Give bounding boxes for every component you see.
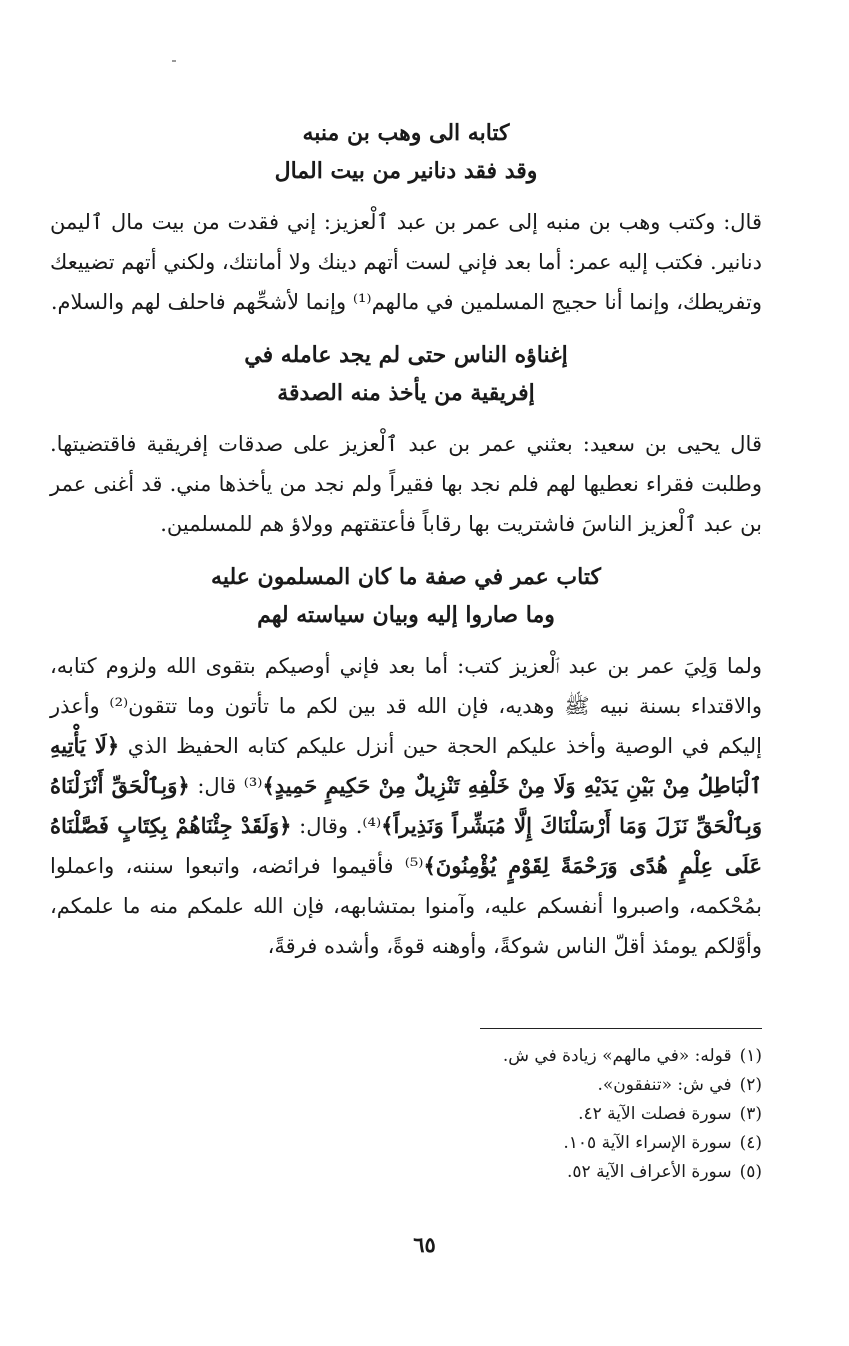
text-part: ⁽³⁾ قال: [189, 774, 263, 798]
scan-speck [172, 60, 176, 62]
section-title-umar-letter [50, 558, 762, 634]
title-line: كتابه الى وهب بن منبه [302, 120, 510, 146]
footnote-item [50, 1100, 762, 1129]
title-line: وقد فقد دنانير من بيت المال [274, 158, 538, 184]
quran-verse: ﴿وَبِٱلْحَقِّ أَنْزَلْنَاهُ وَبِٱلْحَقِّ نَزَلَ وَمَا أَرْسَلْنَاكَ إِلَّا مُبَشِّراً وَنَذِيراً﴾ [50, 773, 762, 838]
footnote-text: سورة الأعراف الآية ٥٢. [567, 1162, 732, 1182]
title-line: كتاب عمر في صفة ما كان المسلمون عليه [211, 564, 601, 590]
footnote-item [50, 1158, 762, 1187]
paragraph-yahya: قال يحيى بن سعيد: بعثني عمر بن عبد ٱلْعزيز على صدقات إفريقية فاقتضيتها. وطلبت فقراء نعطيها لهم فلم نجد بها فقيراً ولم نجد من يأخذها مني. قد أغنى عمر بن عبد ٱلْعزيز الناسَ فاشتريت بها رقاباً فأعتقتهم وولاؤ هم للمسلمين. [50, 432, 762, 536]
title-line: وما صاروا إليه وبيان سياسته لهم [257, 602, 555, 628]
footnote-item [50, 1042, 762, 1071]
text-part: ⁽⁴⁾. وقال: [291, 814, 382, 838]
title-line: إفريقية من يأخذ منه الصدقة [277, 380, 535, 406]
footnote-item [50, 1129, 762, 1158]
quran-verse: ﴿لَا يَأْتِيهِ ٱلْبَاطِلُ مِنْ بَيْنِ يَدَيْهِ وَلَا مِنْ خَلْفِهِ تَنْزِيلٌ مِنْ حَكِيمٍ حَمِيدٍ﴾ [50, 733, 762, 798]
page-number: ٦٥ [413, 1232, 436, 1257]
footnote-number: (١) [739, 1046, 762, 1066]
footnotes [50, 1042, 762, 1187]
footnote-number: (٥) [739, 1162, 762, 1182]
footnote-item [50, 1071, 762, 1100]
quran-verse: ﴿وَلَقَدْ جِئْنَاهُمْ بِكِتَابٍ فَصَّلْنَاهُ عَلَى عِلْمٍ هُدًى وَرَحْمَةً لِقَوْمٍ يُؤْمِنُونَ﴾ [50, 813, 762, 878]
footnote-number: (٤) [739, 1133, 762, 1153]
footnote-divider [480, 1028, 762, 1029]
paragraph-umar-letter [50, 646, 762, 966]
text-part: ولما وَلِيَ عمر بن عبد ٱلْعزيز كتب: أما بعد فإني أوصيكم بتقوى الله ولزوم كتابه، والاقتداء بسنة نبيه ﷺ وهديه، فإن الله قد بين لكم ما تأتون وما تتقون⁽²⁾ وأعذر إليكم في الوصية وأخذ عليكم الحجة حين أنزل عليكم كتابه الحفيظ الذي [50, 654, 762, 758]
footnote-number: (٣) [739, 1104, 762, 1124]
footnote-number: (٢) [739, 1075, 762, 1095]
text-part: ⁽⁵⁾ فأقيموا فرائضه، واتبعوا سننه، واعملوا بمُحْكمه، واصبروا أنفسكم عليه، وآمنوا بمتشابهه، فإن الله علمكم منه ما علمكم، وأوَّلكم يومئذ أقلّ الناس شوكةً، وأوهنه قوةً، وأشده فرقةً، [50, 854, 762, 958]
footnote-text: قوله: «في مالهم» زيادة في ش. [502, 1046, 732, 1066]
paragraph-wahb: قال: وكتب وهب بن منبه إلى عمر بن عبد ٱلْعزيز: إني فقدت من بيت مال ٱليمن دنانير. فكتب إليه عمر: أما بعد فإني لست أتهم دينك ولا أمانتك، ولكني أتهم تضييعك وتفريطك، وإنما أنا حجيج المسلمين في مالهم⁽¹⁾ وإنما لأشحِّهم فاحلف لهم والسلام. [50, 210, 762, 314]
section-title-letter-to-wahb [50, 114, 762, 190]
page-body [50, 100, 762, 980]
footnote-text: سورة فصلت الآية ٤٢. [578, 1104, 732, 1124]
section-title-enriching-people [50, 336, 762, 412]
footnote-text: سورة الإسراء الآية ١٠٥. [563, 1133, 732, 1153]
footnote-text: في ش: «تنفقون». [597, 1075, 732, 1095]
title-line: إغناؤه الناس حتى لم يجد عامله في [244, 342, 568, 368]
